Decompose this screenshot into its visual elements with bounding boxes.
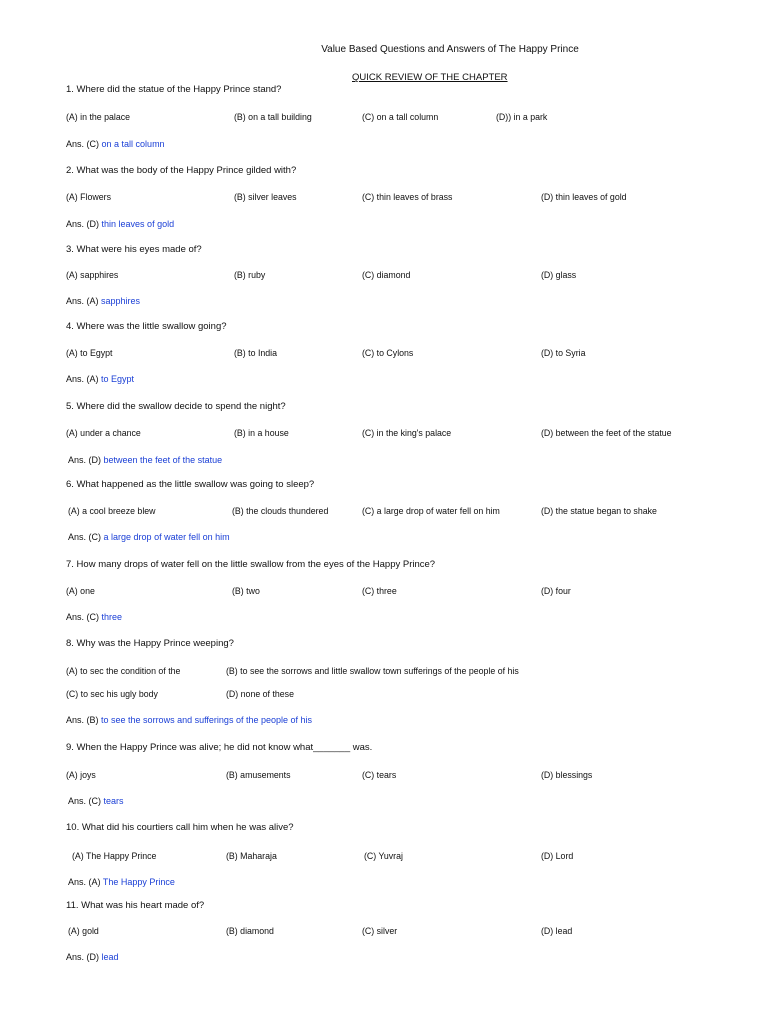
option-c: (C) in the king's palace <box>362 428 452 438</box>
option-b: (B) to see the sorrows and little swallow town sufferings of the people of his <box>226 666 519 676</box>
document-title: Value Based Questions and Answers of The Happy Prince <box>321 44 579 55</box>
option-d: (D) Lord <box>541 851 574 861</box>
option-a: (A) sapphires <box>66 270 119 280</box>
answer-value: between the feet of the statue <box>103 455 223 465</box>
option-b: (B) to India <box>234 348 278 358</box>
option-c: (C) thin leaves of brass <box>362 192 453 202</box>
option-d: (D) the statue began to shake <box>541 506 657 516</box>
option-a: (A) gold <box>68 926 99 936</box>
answer-value: on a tall column <box>101 139 165 149</box>
option-d: (D) to Syria <box>541 348 586 358</box>
option-a: (A) one <box>66 586 95 596</box>
answer-prefix: Ans. (C) <box>66 612 100 622</box>
option-a: (A) a cool breeze blew <box>68 506 156 516</box>
answer-4 <box>66 374 134 384</box>
answer-prefix: Ans. (C) <box>66 139 100 149</box>
answer-5 <box>68 455 222 465</box>
answer-value: thin leaves of gold <box>101 219 175 229</box>
document-subtitle: QUICK REVIEW OF THE CHAPTER <box>352 72 508 83</box>
question-2: 2. What was the body of the Happy Prince gilded with? <box>66 165 297 176</box>
option-d: (D) four <box>541 586 571 596</box>
option-c: (C) to Cylons <box>362 348 414 358</box>
option-c: (C) a large drop of water fell on him <box>362 506 500 516</box>
answer-3 <box>66 296 140 306</box>
answer-9 <box>68 796 124 806</box>
question-7: 7. How many drops of water fell on the little swallow from the eyes of the Happy Prince? <box>66 559 436 570</box>
option-b: (B) ruby <box>234 270 266 280</box>
question-3: 3. What were his eyes made of? <box>66 244 202 255</box>
option-c: (C) silver <box>362 926 398 936</box>
option-d: (D) glass <box>541 270 577 280</box>
option-d: (D) none of these <box>226 689 294 699</box>
question-8: 8. Why was the Happy Prince weeping? <box>66 638 234 649</box>
question-6: 6. What happened as the little swallow was going to sleep? <box>66 479 315 490</box>
question-4: 4. Where was the little swallow going? <box>66 321 227 332</box>
option-a: (A) under a chance <box>66 428 141 438</box>
option-b: (B) in a house <box>234 428 289 438</box>
question-11: 11. What was his heart made of? <box>66 900 205 911</box>
option-d: (D) blessings <box>541 770 593 780</box>
option-a: (A) to Egypt <box>66 348 113 358</box>
option-a: (A) to sec the condition of the <box>66 666 181 676</box>
question-1: 1. Where did the statue of the Happy Prince stand? <box>66 84 282 95</box>
option-b: (B) the clouds thundered <box>232 506 329 516</box>
question-5: 5. Where did the swallow decide to spend the night? <box>66 401 286 412</box>
option-b: (B) amusements <box>226 770 291 780</box>
answer-prefix: Ans. (C) <box>68 796 102 806</box>
option-c: (C) on a tall column <box>362 112 439 122</box>
answer-10 <box>68 877 175 887</box>
question-9: 9. When the Happy Prince was alive; he did not know what_______ was. <box>66 742 373 753</box>
answer-7 <box>66 612 122 622</box>
answer-prefix: Ans. (B) <box>66 715 99 725</box>
option-b: (B) diamond <box>226 926 274 936</box>
answer-prefix: Ans. (D) <box>68 455 102 465</box>
option-d: (D)) in a park <box>496 112 548 122</box>
option-d: (D) thin leaves of gold <box>541 192 627 202</box>
answer-11 <box>66 952 119 962</box>
answer-8 <box>66 715 312 725</box>
answer-value: to Egypt <box>101 374 135 384</box>
answer-prefix: Ans. (C) <box>68 532 102 542</box>
option-c: (C) diamond <box>362 270 411 280</box>
answer-prefix: Ans. (A) <box>68 877 101 887</box>
answer-value: lead <box>101 952 119 962</box>
answer-prefix: Ans. (D) <box>66 219 100 229</box>
option-b: (B) two <box>232 586 260 596</box>
option-a: (A) Flowers <box>66 192 111 202</box>
option-b: (B) Maharaja <box>226 851 277 861</box>
answer-prefix: Ans. (D) <box>66 952 100 962</box>
option-d: (D) lead <box>541 926 573 936</box>
answer-value: a large drop of water fell on him <box>103 532 230 542</box>
answer-value: sapphires <box>101 296 141 306</box>
answer-6 <box>68 532 230 542</box>
option-b: (B) silver leaves <box>234 192 297 202</box>
answer-prefix: Ans. (A) <box>66 296 99 306</box>
answer-value: The Happy Prince <box>102 877 175 887</box>
option-c: (C) three <box>362 586 397 596</box>
option-a: (A) The Happy Prince <box>72 851 157 861</box>
option-d: (D) between the feet of the statue <box>541 428 672 438</box>
option-c: (C) Yuvraj <box>364 851 403 861</box>
option-c: (C) to sec his ugly body <box>66 689 158 699</box>
answer-2 <box>66 219 174 229</box>
option-a: (A) joys <box>66 770 96 780</box>
answer-1 <box>66 139 165 149</box>
question-10: 10. What did his courtiers call him when he was alive? <box>66 822 294 833</box>
option-a: (A) in the palace <box>66 112 131 122</box>
answer-value: three <box>101 612 123 622</box>
answer-value: to see the sorrows and sufferings of the people of his <box>101 715 312 725</box>
option-c: (C) tears <box>362 770 397 780</box>
answer-value: tears <box>103 796 124 806</box>
answer-prefix: Ans. (A) <box>66 374 99 384</box>
option-b: (B) on a tall building <box>234 112 312 122</box>
